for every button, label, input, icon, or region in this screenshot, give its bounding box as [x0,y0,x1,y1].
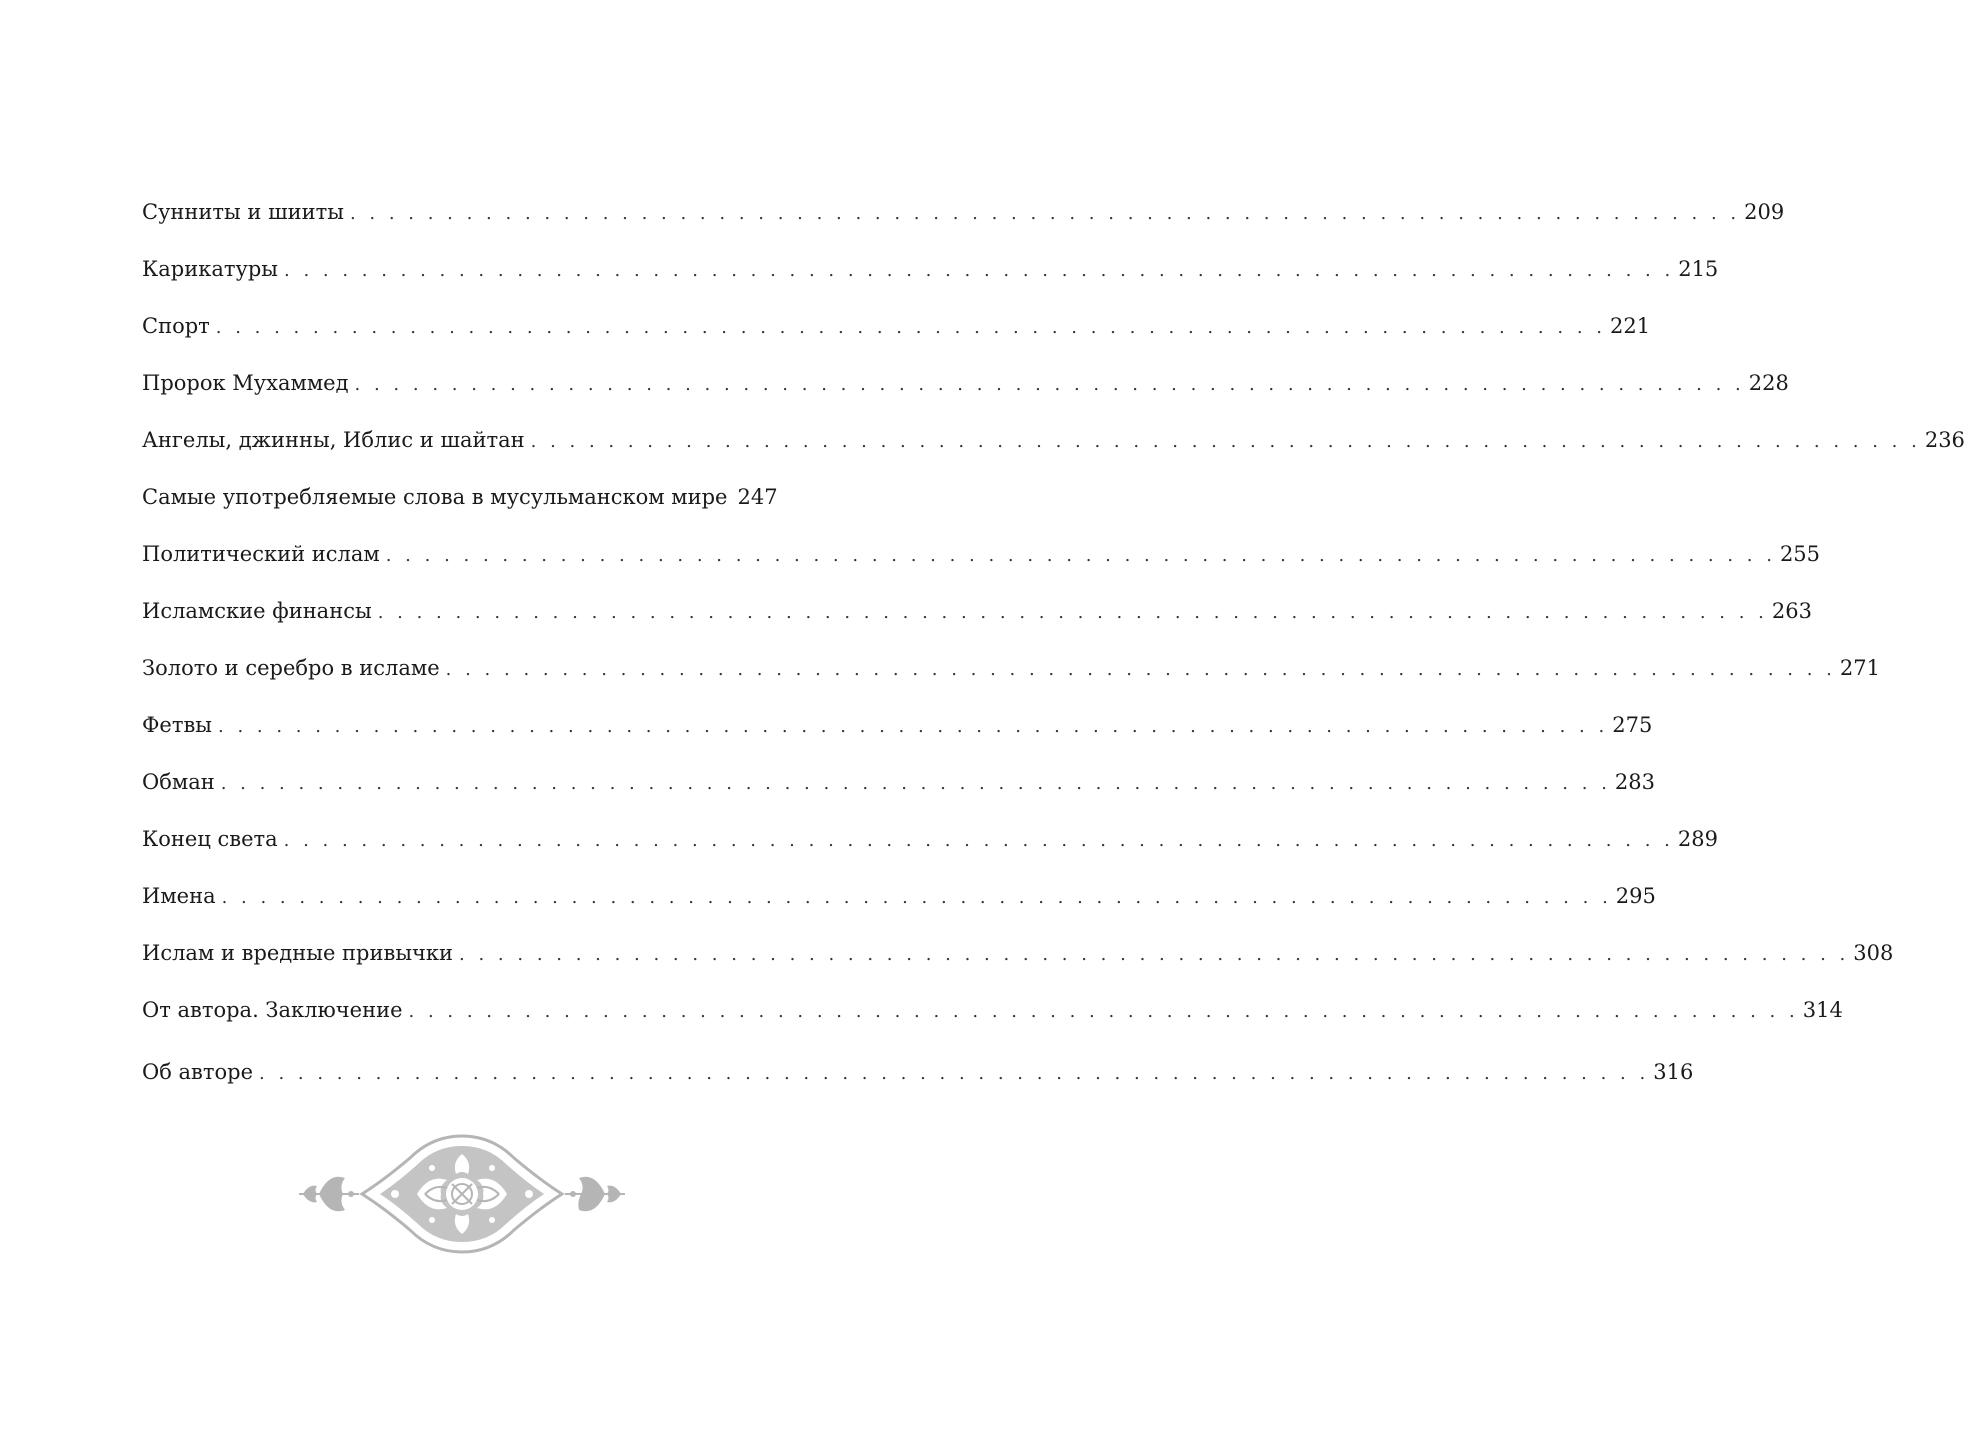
toc-entry [142,1054,1694,1111]
toc-entry-page-number: 215 [1678,257,1719,281]
toc-entry [142,764,1656,821]
toc-dot-leader [350,196,1740,232]
arabesque-ornament-icon [297,1132,627,1256]
toc-entry-title: Ислам и вредные привычки [142,941,454,965]
toc-dot-leader [355,367,1745,403]
toc-entry-page-number: 289 [1677,827,1718,851]
toc-entry-title: Конец света [142,827,278,851]
toc-entry-page-number: 228 [1748,371,1789,395]
toc-dot-leader [216,310,1606,346]
toc-entry-page-number: 247 [737,485,778,509]
toc-dot-leader [409,994,1799,1030]
toc-entry-page-number: 263 [1771,599,1812,623]
toc-entry-page-number: 271 [1839,656,1880,680]
toc-entry [142,935,1894,992]
toc-dot-leader [459,937,1849,973]
toc-entry-title: Исламские финансы [142,599,372,623]
toc-entry-title: Золото и серебро в исламе [142,656,440,680]
toc-dot-leader [531,424,1921,460]
toc-entry-title: Политический ислам [142,542,380,566]
toc-entry-title: Ангелы, джинны, Иблис и шайтан [142,428,525,452]
toc-entry-title: Обман [142,770,215,794]
toc-entry-title: Сунниты и шииты [142,200,344,224]
toc-entry-title: Самые употребляемые слова в мусульманском мире [142,485,728,509]
toc-entry-page-number: 275 [1612,713,1653,737]
toc-dot-leader [284,823,1674,859]
toc-dot-leader [386,538,1776,574]
toc-entry-page-number: 283 [1614,770,1656,794]
toc-entry-title: Фетвы [142,713,213,737]
toc-entry-page-number: 209 [1744,200,1785,224]
toc-dot-leader [378,595,1768,631]
toc-entry [142,536,1821,593]
toc-dot-leader [221,766,1611,802]
toc-entry [142,365,1789,422]
toc-dot-leader [222,880,1612,916]
toc-entry-title: Карикатуры [142,257,278,281]
toc-entry [142,308,1651,365]
toc-entry-page-number: 308 [1853,941,1894,965]
table-of-contents [142,194,1965,1111]
toc-entry-page-number: 236 [1924,428,1965,452]
toc-entry [142,194,1785,251]
toc-entry-title: Спорт [142,314,210,338]
toc-entry-page-number: 314 [1802,998,1843,1022]
toc-entry [142,251,1719,308]
toc-entry-title: Пророк Мухаммед [142,371,349,395]
toc-entry [142,422,1965,479]
toc-entry [142,878,1656,935]
toc-entry-title: Об авторе [142,1060,254,1084]
toc-entry [142,650,1880,707]
toc-entry-title: От автора. Заключение [142,998,403,1022]
toc-entry [142,992,1843,1049]
toc-entry [142,593,1812,650]
toc-dot-leader [446,652,1836,688]
toc-entry-page-number: 295 [1615,884,1656,908]
toc-entry-title: Имена [142,884,216,908]
toc-entry [142,479,778,536]
toc-dot-leader [284,253,1674,289]
toc-entry [142,707,1653,764]
toc-entry-page-number: 316 [1653,1060,1694,1084]
toc-entry [142,821,1718,878]
toc-entry-page-number: 255 [1779,542,1821,566]
toc-dot-leader [218,709,1608,745]
toc-dot-leader [259,1056,1649,1092]
toc-entry-page-number: 221 [1609,314,1651,338]
